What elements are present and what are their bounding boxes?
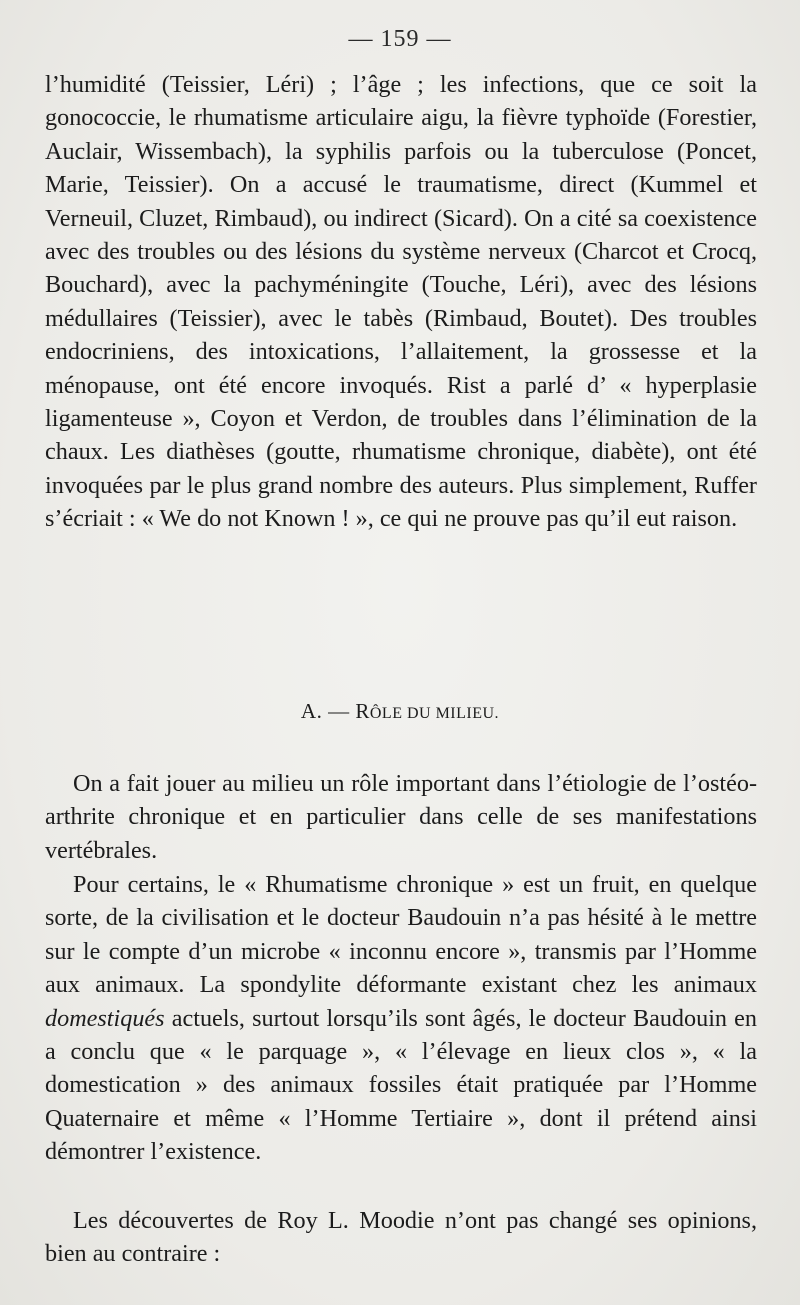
paragraph-milieu-intro-text: On a fait jouer au milieu un rôle important dans l’étiologie de l’ostéo-arthrite chronique et en particulier dans celle de ses manifestations vertébrales. (45, 770, 757, 864)
paragraph-milieu-intro (45, 767, 757, 867)
paragraph-baudouin-text (45, 868, 757, 1169)
paragraph-causes-text: l’humidité (Teissier, Léri) ; l’âge ; les infections, que ce soit la gonococcie, le rhumatisme articulaire aigu, la fièvre typhoïde (Forestier, Auclair, Wissembach), la syphilis parfois ou la tuberculose (Poncet, Marie, Teissier). On a accusé le traumatisme, direct (Kummel et Verneuil, Cluzet, Rimbaud), ou indirect (Sicard). On a cité sa coexistence avec des troubles ou des lésions du système nerveux (Charcot et Crocq, Bouchard), avec la pachyméningite (Touche, Léri), avec des lésions médullaires (Teissier), avec le tabès (Rimbaud, Boutet). Des troubles endocriniens, des intoxications, l’allaitement, la grossesse et la ménopause, ont été encore invoqués. Rist a parlé d’ « hyperplasie ligamenteuse », Coyon et Verdon, de troubles dans l’élimination de la chaux. Les diathèses (goutte, rhumatisme chronique, diabète), ont été invoquées par le plus grand nombre des auteurs. Plus simplement, Ruffer s’écriait : « We do not Known ! », ce qui ne prouve pas qu’il eut raison. (45, 71, 757, 533)
page-number: — 159 — (348, 26, 452, 52)
paragraph-causes (45, 68, 757, 536)
section-heading-title: ÔLE DU MILIEU. (369, 705, 500, 722)
paragraph-baudouin-part-2: actuels, surtout lorsqu’ils sont âgés, le docteur Baudouin en a conclu que « le parquage », « l’élevage en lieux clos », « la domestication » des animaux fossiles était pratiquée par l’Homme Quaternaire et même « l’Homme Tertiaire », dont il prétend ainsi démontrer l’existence. (45, 1004, 757, 1166)
section-heading-initial: R (355, 699, 370, 723)
paragraph-moodie (45, 1204, 757, 1271)
paragraph-baudouin-italic: domestiqués (45, 1004, 165, 1032)
paragraph-moodie-text: Les découvertes de Roy L. Moodie n’ont pas changé ses opinions, bien au contraire : (45, 1207, 757, 1268)
section-heading (0, 699, 800, 724)
section-heading-prefix: A. — (300, 699, 356, 723)
paragraph-baudouin-part-1: Pour certains, le « Rhumatisme chronique » est un fruit, en quelque sorte, de la civilisation et le docteur Baudouin n’a pas hésité à le mettre sur le compte d’un microbe « inconnu encore », transmis par l’Homme aux animaux. La spondylite déformante existant chez les animaux (45, 871, 757, 999)
paragraph-baudouin (45, 868, 757, 1169)
